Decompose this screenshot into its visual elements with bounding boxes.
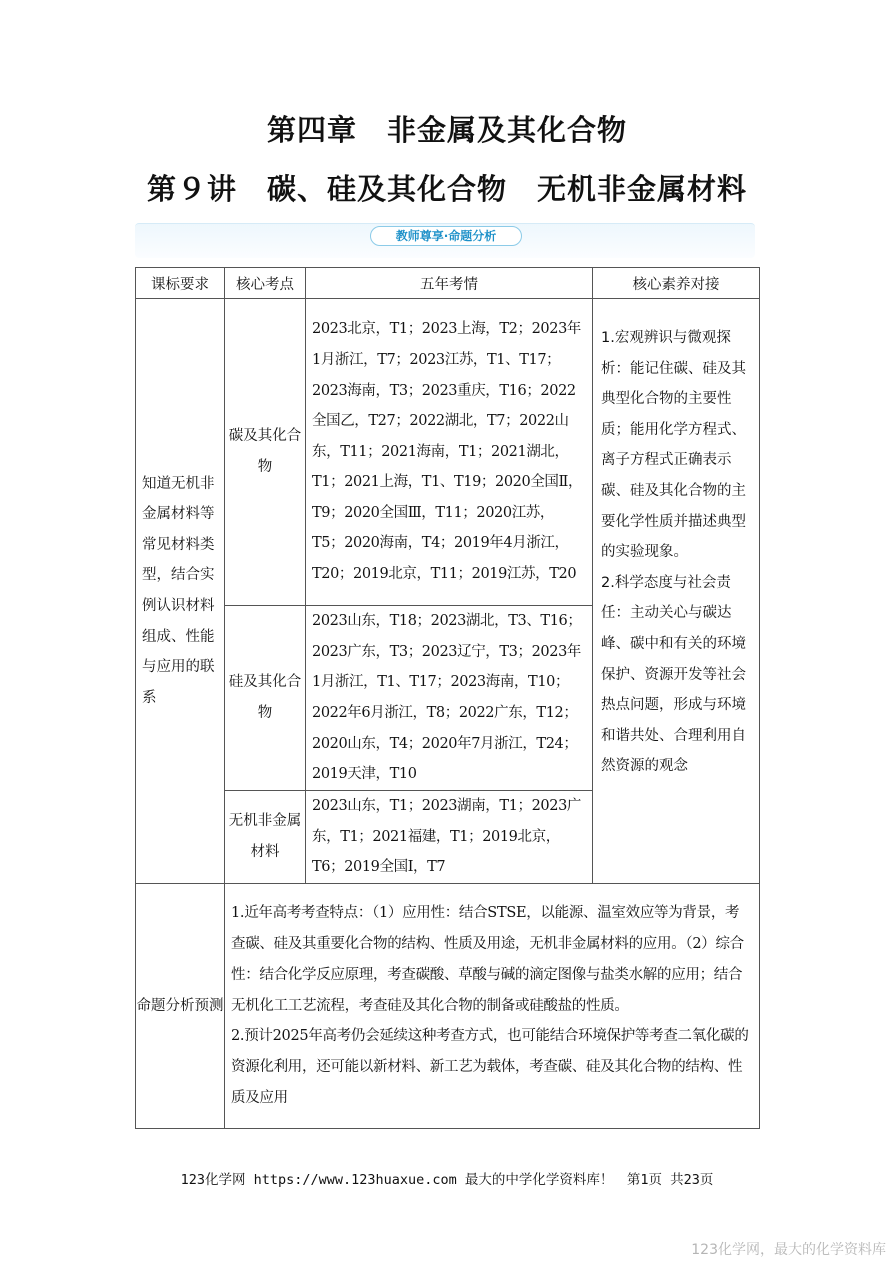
- watermark: 123化学网，最大的化学资料库: [691, 1242, 886, 1258]
- header-literacy: 核心素养对接: [593, 268, 760, 299]
- analysis-item: 2.预计2025年高考仍会延续这种考查方式，也可能结合环境保护等考查二氧化碳的资源化利用，还可能以新材料、新工艺为载体，考查碳、硅及其化合物的结构、性质及应用: [231, 1028, 749, 1106]
- core-literacy: [593, 299, 760, 884]
- analysis-label: 命题分析预测: [136, 884, 225, 1129]
- banner-label: 教师尊享·命题分析: [370, 226, 522, 246]
- header-key-point: 核心考点: [225, 268, 306, 299]
- key-point-silicon: 硅及其化合物: [225, 606, 306, 791]
- key-point-carbon: 碳及其化合物: [225, 299, 306, 606]
- header-five-year: 五年考情: [306, 268, 593, 299]
- header-requirement: 课标要求: [136, 268, 225, 299]
- table-row: [136, 884, 760, 1129]
- analysis-table: [135, 267, 760, 1129]
- literacy-item: 1.宏观辨识与微观探析：能记住碳、硅及其典型化合物的主要性质；能用化学方程式、离子方程式正确表示碳、硅及其化合物的主要化学性质并描述典型的实验现象。: [601, 330, 746, 561]
- table-row: [136, 299, 760, 606]
- chapter-title: 第四章 非金属及其化合物: [266, 113, 627, 147]
- exam-list-materials: 2023山东，T1；2023湖南，T1；2023广东，T1；2021福建，T1；2019北京，T6；2019全国Ⅰ，T7: [306, 791, 593, 884]
- exam-list-silicon: 2023山东，T18；2023湖北，T3、T16；2023广东，T3；2023辽宁，T3；2023年1月浙江，T1、T17；2023海南，T10；2022年6月浙江，T8；2022广东，T12；2020山东，T4；2020年7月浙江，T24；2019天津，T10: [306, 606, 593, 791]
- lesson-title: 第９讲 碳、硅及其化合物 无机非金属材料: [146, 172, 747, 206]
- literacy-item: 2.科学态度与社会责任：主动关心与碳达峰、碳中和有关的环境保护、资源开发等社会热点问题，形成与环境和谐共处、合理利用自然资源的观念: [601, 574, 746, 775]
- exam-list-carbon: 2023北京，T1；2023上海，T2；2023年1月浙江，T7；2023江苏，T1、T17；2023海南，T3；2023重庆，T16；2022全国乙，T27；2022湖北，T7；2022山东，T11；2021海南，T1；2021湖北，T1；2021上海，T1、T19；2020全国Ⅱ，T9；2020全国Ⅲ，T11；2020江苏，T5；2020海南，T4；2019年4月浙江，T20；2019北京，T11；2019江苏，T20: [306, 299, 593, 606]
- page-footer: 123化学网 https://www.123huaxue.com 最大的中学化学资料库！ 第1页 共23页: [180, 1172, 714, 1188]
- table-header-row: [136, 268, 760, 299]
- analysis-item: 1.近年高考考查特点：（1）应用性：结合STSE，以能源、温室效应等为背景，考查碳、硅及其重要化合物的结构、性质及用途，无机非金属材料的应用。（2）综合性：结合化学反应原理，考查碳酸、草酸与碱的滴定图像与盐类水解的应用；结合无机化工工艺流程，考查硅及其化合物的制备或硅酸盐的性质。: [231, 905, 744, 1014]
- analysis-content: [225, 884, 760, 1129]
- key-point-materials: 无机非金属材料: [225, 791, 306, 884]
- curriculum-requirement: 知道无机非金属材料等常见材料类型，结合实例认识材料组成、性能与应用的联系: [136, 299, 225, 884]
